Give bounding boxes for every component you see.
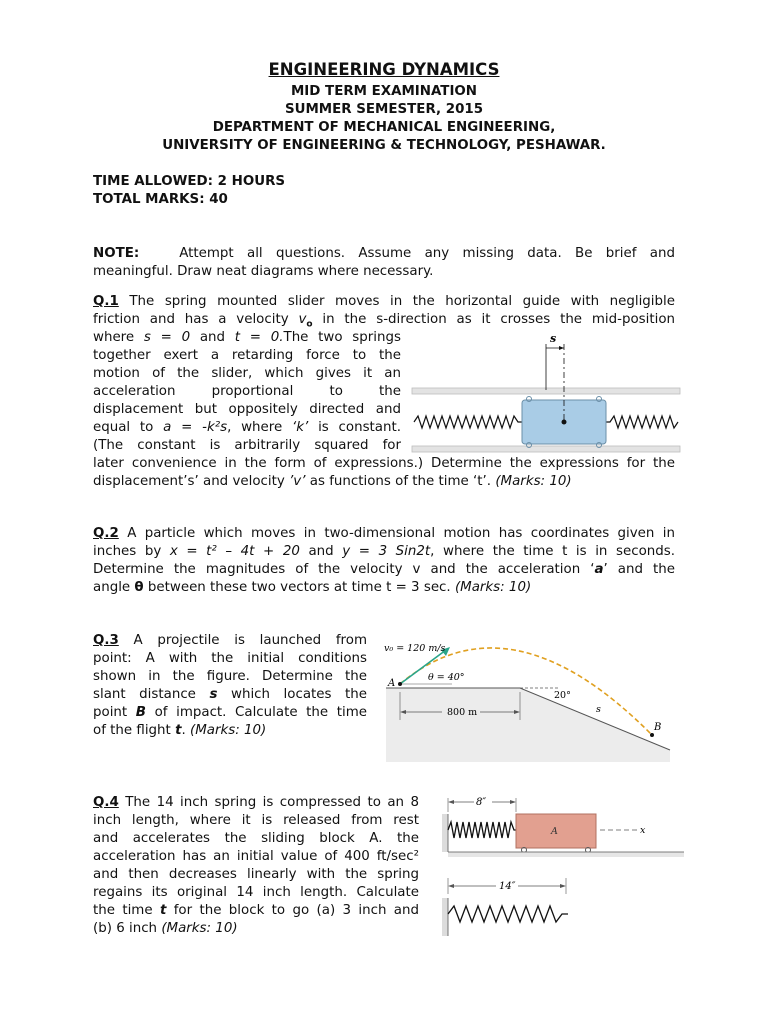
q4-fig-A: A: [551, 826, 558, 837]
q4-line-8: [93, 920, 238, 938]
q1-l8eq: a = -k²s: [163, 420, 228, 435]
q1-l8c: is constant.: [318, 420, 401, 435]
exam-title: ENGINEERING DYNAMICS: [268, 60, 500, 79]
q1-line-4: together exert a retarding force to the: [93, 348, 401, 363]
q1-l11b: as functions of the time ‘t’.: [309, 474, 492, 489]
q3-t: t: [175, 723, 182, 738]
q2-marks: (Marks: 10): [454, 580, 532, 595]
q1-slider-figure: [410, 330, 682, 454]
q3-s: s: [209, 687, 218, 702]
q1-l3a: where: [93, 330, 135, 345]
q2-line-4: [93, 579, 531, 597]
q4-label: Q.4: [93, 795, 119, 810]
q3-l5a: point: [93, 705, 128, 720]
q1-fig-s-label: s: [550, 332, 557, 345]
q1-l3t: t: [234, 330, 241, 345]
q4-marks: (Marks: 10): [161, 921, 238, 936]
q4-l1: The 14 inch spring is compressed to an 8: [125, 795, 419, 810]
q1-text: The spring mounted slider moves in the horizontal guide with negligible: [129, 294, 675, 309]
q1-line-5: motion of the slider, which gives it an: [93, 366, 401, 381]
q2-l2a: inches by: [93, 544, 162, 559]
q4-line-4: acceleration has an initial value of 400 ft/sec²: [93, 849, 419, 864]
q2-l2c: , where the time t is in seconds.: [430, 544, 675, 559]
q3-fig-B: B: [654, 722, 662, 733]
compressed-spring-icon: [448, 822, 516, 838]
note-label: NOTE:: [93, 246, 140, 261]
q1-marks: (Marks: 10): [495, 474, 572, 489]
q1-l2: friction and has a velocity: [93, 312, 289, 327]
q3-marks: (Marks: 10): [190, 723, 267, 738]
q2-l3: Determine the magnitudes of the velocity v and the acceleration ‘: [93, 562, 595, 577]
q4-l7b: for the block to go (a) 3 inch and: [173, 903, 419, 918]
q3-l6b: .: [181, 723, 186, 738]
q3-l5b: of impact. Calculate the time: [154, 705, 367, 720]
q3-l1: A projectile is launched from: [133, 633, 368, 648]
q3-fig-distance: 800 m: [447, 707, 478, 718]
total-marks: TOTAL MARKS: 40: [93, 192, 228, 207]
free-spring-icon: [448, 906, 568, 922]
q1-line-10: later convenience in the form of expressions.) Determine the expressions for the: [93, 456, 675, 471]
q3-fig-s: s: [596, 704, 601, 715]
q1-l11a: displacement’s’ and velocity: [93, 474, 285, 489]
q1-line-8: [93, 419, 401, 437]
q1-l3b: =: [160, 330, 172, 345]
q4-line-6: regains its original 14 inch length. Calculate: [93, 885, 419, 900]
department: DEPARTMENT OF MECHANICAL ENGINEERING,: [212, 120, 556, 135]
q1-line-3: [93, 329, 401, 347]
q3-label: Q.3: [93, 633, 119, 648]
q4-line-3: and accelerates the sliding block A. the: [93, 831, 419, 846]
q1-line-9: (The constant is arbitrarily squared for: [93, 438, 401, 453]
q2-l4b: between these two vectors at time t = 3 sec.: [147, 580, 451, 595]
q1-l3s: s: [143, 330, 151, 345]
q2-line-3: [93, 561, 675, 579]
q1-v0: v: [298, 312, 307, 327]
q3-B: B: [135, 705, 146, 720]
q2-l3end: ’ and the: [603, 562, 676, 577]
note-text-1: Attempt all questions. Assume any missing data. Be brief and: [179, 246, 675, 261]
q2-a: a: [594, 562, 604, 577]
q1-l8b: , where: [227, 420, 283, 435]
q3-line-1: [93, 632, 367, 650]
q4-t: t: [159, 903, 167, 918]
q1-line-6: acceleration proportional to the: [93, 384, 401, 399]
note-line-1: [93, 245, 675, 263]
q3-l6a: of the flight: [93, 723, 171, 738]
q3-line-3: shown in the figure. Determine the: [93, 669, 367, 684]
q3-line-2: point: A with the initial conditions: [93, 651, 367, 666]
q1-l8a: equal to: [93, 420, 154, 435]
q2-l1: A particle which moves in two-dimensional motion has coordinates given in: [127, 526, 675, 541]
q2-line-1: [93, 525, 675, 543]
q1-label: Q.1: [93, 294, 119, 309]
q3-line-5: [93, 704, 367, 722]
q1-line-7: displacement but oppositely directed and: [93, 402, 401, 417]
q4-line-2: inch length, where it is released from rest: [93, 813, 419, 828]
q1-l3-0b: 0.: [270, 330, 284, 345]
q3-line-6: [93, 722, 266, 740]
q1-line-1: [93, 293, 675, 311]
q1-l3-0a: 0: [181, 330, 191, 345]
q1-l3c: and: [199, 330, 226, 345]
q3-fig-A: A: [388, 678, 396, 689]
q1-v0-sub: o: [306, 319, 313, 330]
q4-line-7: [93, 902, 419, 920]
q2-label: Q.2: [93, 526, 119, 541]
university: UNIVERSITY OF ENGINEERING & TECHNOLOGY, PESHAWAR.: [162, 138, 606, 153]
q4-fig-x: x: [640, 825, 646, 836]
q1-l8k: ‘k’: [292, 420, 309, 435]
q2-y-eq: y = 3 Sin2t: [342, 544, 431, 559]
q2-l4a: angle: [93, 580, 131, 595]
q4-line-5: and then decreases linearly with the spring: [93, 867, 419, 882]
q4-spring-figure: [434, 790, 684, 940]
q4-l8: (b) 6 inch: [93, 921, 158, 936]
time-allowed: TIME ALLOWED: 2 HOURS: [93, 174, 286, 189]
q1-l3e: The two springs: [283, 330, 401, 345]
q3-l4b: which locates the: [231, 687, 367, 702]
q2-theta: θ: [134, 580, 144, 595]
q2-l2b: and: [308, 544, 334, 559]
note-line-2: meaningful. Draw neat diagrams where necessary.: [93, 264, 434, 279]
q1-l2b: in the s-direction as it crosses the mid-position: [322, 312, 675, 327]
q3-fig-angle: 20°: [554, 690, 571, 701]
q1-line-11: [93, 473, 572, 491]
semester: SUMMER SEMESTER, 2015: [284, 102, 484, 117]
q3-fig-theta: θ = 40°: [428, 672, 465, 683]
q3-projectile-figure: [380, 632, 680, 762]
q4-fig-8in: 8″: [476, 797, 487, 808]
q2-x-eq: x = t² – 4t + 20: [169, 544, 300, 559]
q1-l11v: ’v’: [289, 474, 306, 489]
q3-line-4: [93, 686, 367, 704]
exam-type: MID TERM EXAMINATION: [290, 84, 478, 99]
q1-l3d: =: [249, 330, 261, 345]
q3-fig-v0: v₀ = 120 m/s: [384, 643, 446, 654]
q4-l7a: the time: [93, 903, 153, 918]
q3-l4a: slant distance: [93, 687, 196, 702]
q2-line-2: [93, 543, 675, 561]
q4-fig-14in: 14″: [499, 881, 516, 892]
q4-line-1: [93, 794, 419, 812]
